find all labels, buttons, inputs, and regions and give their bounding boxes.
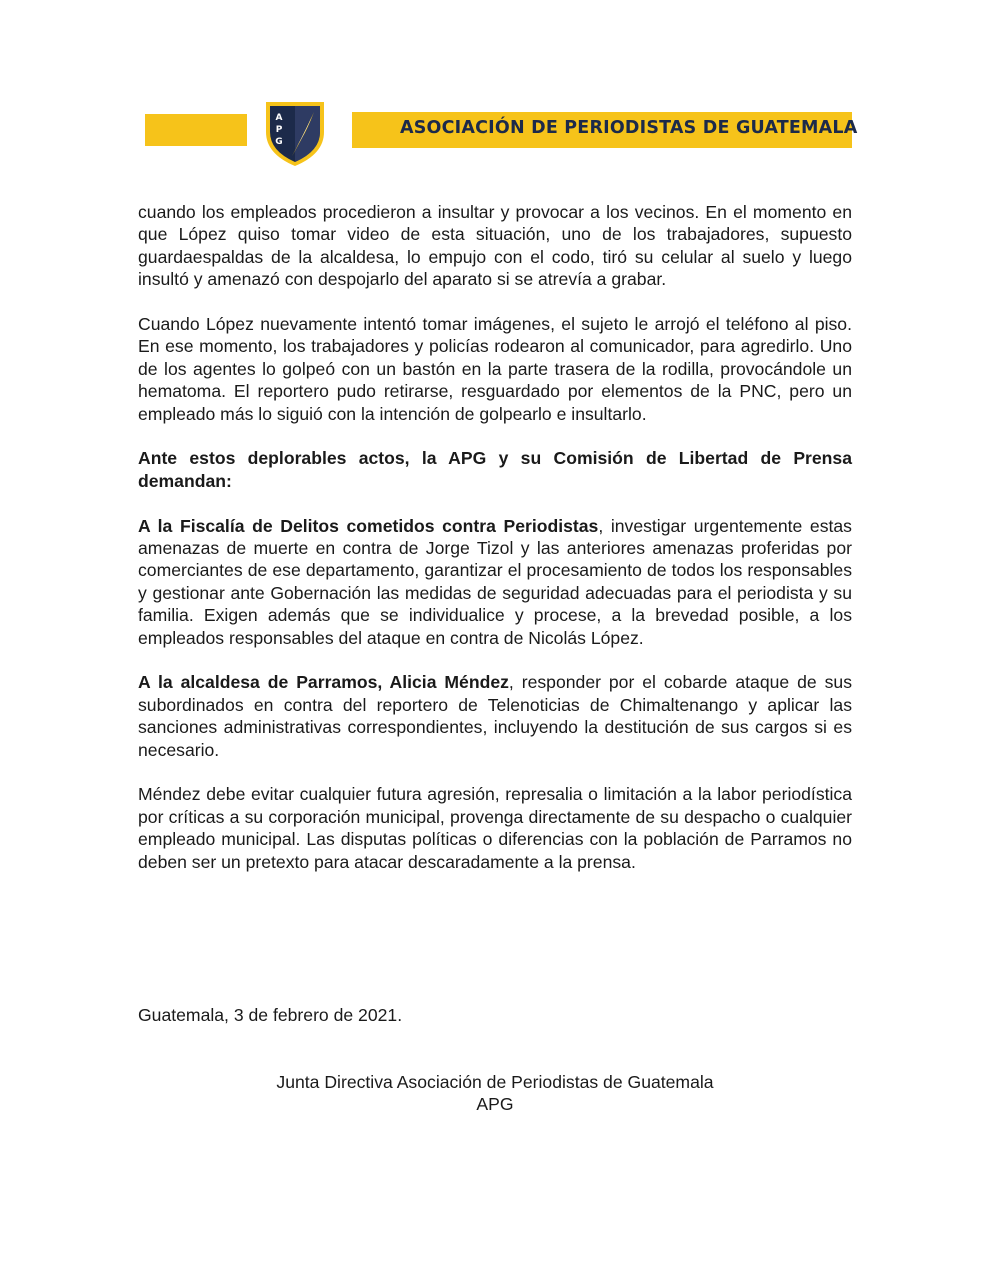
letter-body	[138, 201, 852, 896]
letterhead-left-bar	[145, 114, 247, 146]
apg-shield-logo	[262, 98, 328, 168]
demand-fiscalia-recipient: A la Fiscalía de Delitos cometidos contra Periodistas	[138, 515, 599, 536]
letter-date: Guatemala, 3 de febrero de 2021.	[138, 1005, 403, 1025]
svg-text:A: A	[275, 113, 283, 123]
signature-line-board: Junta Directiva Asociación de Periodistas de Guatemala	[276, 1072, 714, 1092]
svg-text:G: G	[275, 137, 283, 147]
demand-alcaldesa-text: , responder por el cobarde ataque de sus subordinados en contra del reportero de Telenoticias de Chimaltenango y aplicar las sanciones administrativas correspondientes, incluyendo la destitución de sus cargos si es necesario.	[138, 672, 852, 760]
paragraph-aggression: Cuando López nuevamente intentó tomar imágenes, el sujeto le arrojó el teléfono al piso. En ese momento, los trabajadores y policías rodearon al comunicador, para agredirlo. Uno de los agentes lo golpeó con un bastón en la parte trasera de la rodilla, provocándole un hematoma. El reportero pudo retirarse, resguardado por elementos de la PNC, pero un empleado más lo siguió con la intención de golpearlo e insultarlo.	[138, 314, 852, 424]
paragraph-closing: Méndez debe evitar cualquier futura agresión, represalia o limitación a la labor periodística por críticas a su corporación municipal, provenga directamente de su despacho o cualquier empleado municipal. Las disputas políticas o diferencias con la población de Parramos no deben ser un pretexto para atacar descaradamente a la prensa.	[138, 784, 852, 872]
demand-fiscalia-text: , investigar urgentemente estas amenazas de muerte en contra de Jorge Tizol y las anteriores amenazas proferidas por comerciantes de ese departamento, garantizar el procesamiento de todos los responsables y gestionar ante Gobernación las medidas de seguridad adecuadas para el periodista y su familia. Exigen además que se individualice y procese, a la brevedad posible, a los empleados responsables del ataque en contra de Nicolás López.	[138, 515, 852, 648]
signature-line-acronym: APG	[476, 1094, 514, 1115]
paragraph-incident: cuando los empleados procedieron a insultar y provocar a los vecinos. En el momento en que López quiso tomar video de esta situación, uno de los trabajadores, supuesto guardaespaldas de la alcaldesa, lo empujo con el codo, tiró su celular al suelo y luego insultó y amenazó con despojarlo del aparato si se atrevía a grabar.	[138, 202, 852, 290]
signature-block	[138, 1071, 852, 1116]
organization-name: ASOCIACIÓN DE PERIODISTAS DE GUATEMALA	[400, 118, 858, 138]
paragraph-demand-alcaldesa	[138, 671, 852, 761]
letterhead	[0, 0, 988, 175]
svg-text:P: P	[275, 125, 283, 135]
demand-alcaldesa-recipient: A la alcaldesa de Parramos, Alicia Méndez	[138, 672, 509, 693]
paragraph-demand-fiscalia	[138, 515, 852, 649]
paragraph-demands-intro: Ante estos deplorables actos, la APG y su Comisión de Libertad de Prensa demandan:	[138, 448, 852, 491]
